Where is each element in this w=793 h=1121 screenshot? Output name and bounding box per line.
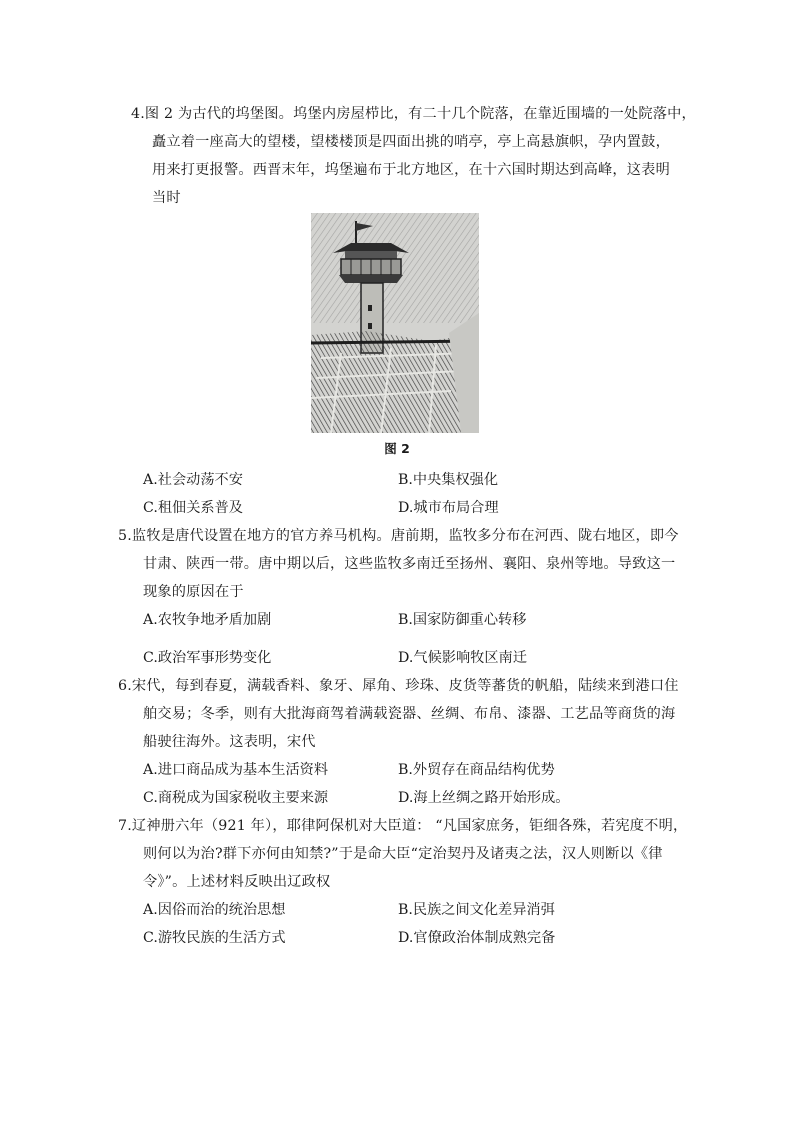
q5-option-c[interactable]: C.政治军事形势变化 (143, 650, 272, 666)
question-5-line-2: 甘肃、陕西一带。唐中期以后，这些监牧多南迁至扬州、襄阳、泉州等地。导致这一 (143, 556, 676, 572)
q6-option-b[interactable]: B.外贸存在商品结构优势 (398, 762, 555, 778)
q4-option-d[interactable]: D.城市布局合理 (398, 500, 499, 516)
wubao-drawing (311, 213, 479, 433)
q6-option-a[interactable]: A.进口商品成为基本生活资料 (143, 762, 329, 778)
q5-option-a[interactable]: A.农牧争地矛盾加剧 (143, 612, 272, 628)
q5-option-d[interactable]: D.气候影响牧区南迁 (398, 650, 527, 666)
question-6-line-1: 6.宋代，每到春夏，满载香料、象牙、犀角、珍珠、皮货等蕃货的帆船，陆续来到港口住 (118, 678, 679, 694)
question-7-line-1: 7.辽神册六年（921 年），耶律阿保机对大臣道： “凡国家庶务，钜细各殊，若宪度不明， (118, 818, 688, 834)
q7-option-a[interactable]: A.因俗而治的统治思想 (143, 902, 286, 918)
question-6-line-2: 舶交易；冬季，则有大批海商驾着满载瓷器、丝绸、布帛、漆器、工艺品等商货的海 (143, 706, 676, 722)
question-5-line-3: 现象的原因在于 (143, 584, 244, 600)
q5-option-b[interactable]: B.国家防御重心转移 (398, 612, 527, 628)
question-4-line-1: 4.图 2 为古代的坞堡图。坞堡内房屋栉比，有二十几个院落，在靠近围墙的一处院落中， (131, 106, 696, 122)
q6-option-d[interactable]: D.海上丝绸之路开始形成。 (398, 790, 570, 806)
wubao-illustration (311, 213, 479, 433)
q7-option-b[interactable]: B.民族之间文化差异消弭 (398, 902, 555, 918)
question-4-line-3: 用来打更报警。西晋末年，坞堡遍布于北方地区，在十六国时期达到高峰，这表明 (152, 162, 670, 178)
q4-option-b[interactable]: B.中央集权强化 (398, 472, 499, 488)
question-4-line-2: 矗立着一座高大的望楼，望楼楼顶是四面出挑的哨亭，亭上高悬旗帜，孕内置鼓， (152, 134, 670, 150)
question-7-line-3: 令》”。上述材料反映出辽政权 (143, 874, 331, 890)
q4-option-a[interactable]: A.社会动荡不安 (143, 472, 243, 488)
figure-caption: 图 2 (384, 441, 410, 456)
question-4-line-4: 当时 (152, 190, 181, 206)
question-5-line-1: 5.监牧是唐代设置在地方的官方养马机构。唐前期，监牧多分布在河西、陇右地区，即今 (118, 528, 679, 544)
question-6-line-3: 船驶往海外。这表明，宋代 (143, 734, 316, 750)
q6-option-c[interactable]: C.商税成为国家税收主要来源 (143, 790, 329, 806)
q7-option-d[interactable]: D.官僚政治体制成熟完备 (398, 930, 556, 946)
question-7-line-2: 则何以为治?群下亦何由知禁?”于是命大臣“定治契丹及诸夷之法，汉人则断以《律 (143, 846, 663, 862)
q7-option-c[interactable]: C.游牧民族的生活方式 (143, 930, 286, 946)
q4-option-c[interactable]: C.租佃关系普及 (143, 500, 243, 516)
